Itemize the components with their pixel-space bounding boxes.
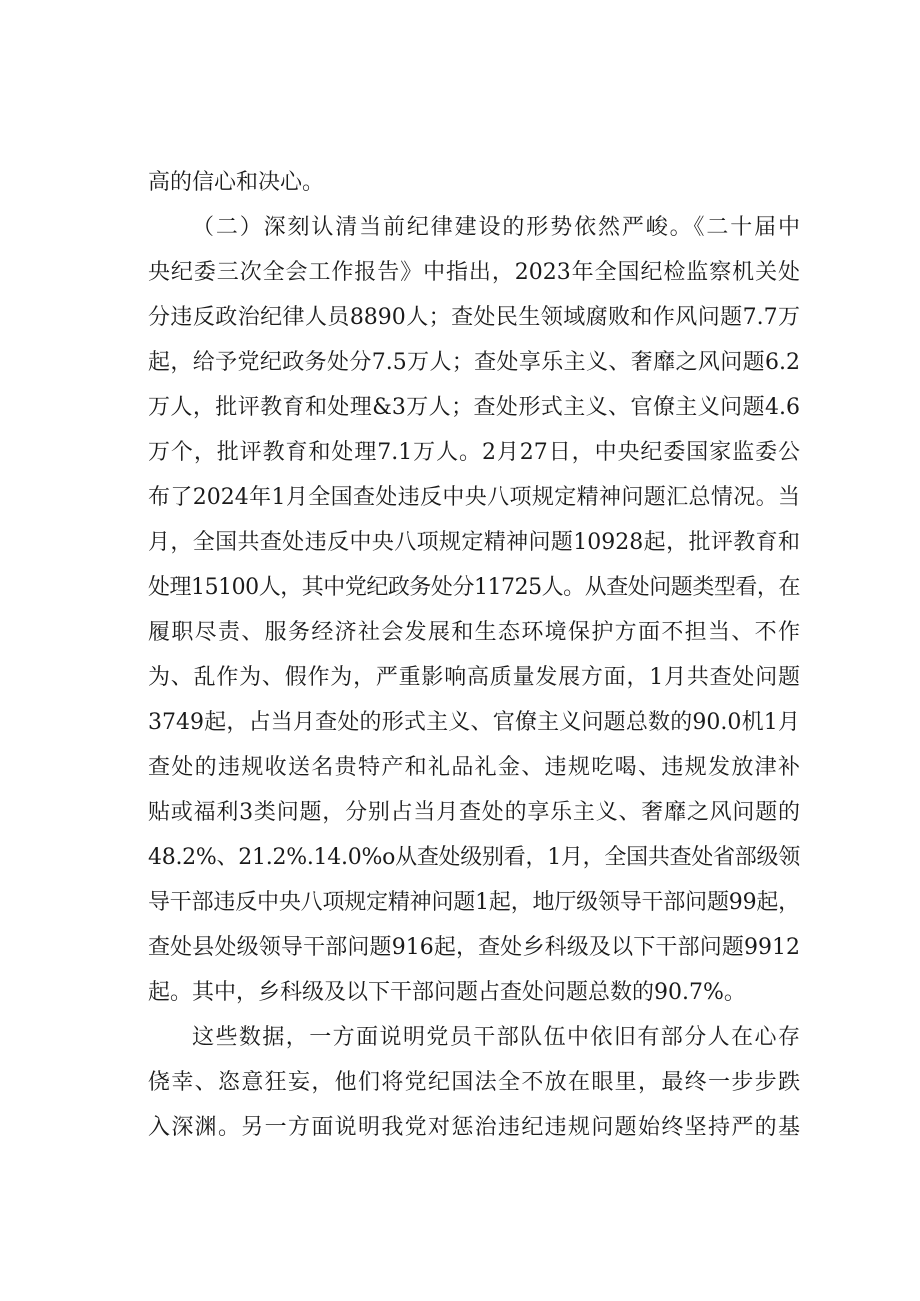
- text-line: 侥幸、恣意狂妄，他们将党纪国法全不放在眼里，最终一步步跌: [148, 1070, 800, 1095]
- text-line: 央纪委三次全会工作报告》中指出，2023年全国纪检监察机关处: [148, 260, 800, 285]
- text-line: 导干部违反中央八项规定精神问题1起，地厅级领导干部问题99起，: [148, 890, 800, 915]
- text-line: 这些数据，一方面说明党员干部队伍中依旧有部分人在心存: [192, 1025, 800, 1050]
- text-line: 起，给予党纪政务处分7.5万人；查处享乐主义、奢靡之风问题6.2: [148, 350, 800, 375]
- text-line: 入深渊。另一方面说明我党对惩治违纪违规问题始终坚持严的基: [148, 1115, 800, 1140]
- body-text: [148, 160, 800, 1150]
- text-line: 布了2024年1月全国查处违反中央八项规定精神问题汇总情况。当: [148, 485, 800, 510]
- text-line: 48.2%、21.2%.14.0%o从查处级别看，1月，全国共查处省部级领: [148, 845, 800, 870]
- text-line: 高的信心和决心。: [148, 170, 325, 195]
- text-line: 3749起，占当月查处的形式主义、官僚主义问题总数的90.0机1月: [148, 710, 800, 735]
- text-line: 贴或福利3类问题，分别占当月查处的享乐主义、奢靡之风问题的: [148, 800, 800, 825]
- text-line: 万个，批评教育和处理7.1万人。2月27日，中央纪委国家监委公: [148, 440, 800, 465]
- text-line: （二）深刻认清当前纪律建设的形势依然严峻。《二十届中: [192, 215, 800, 240]
- text-line: 履职尽责、服务经济社会发展和生态环境保护方面不担当、不作: [148, 620, 800, 645]
- text-line: 万人，批评教育和处理&3万人；查处形式主义、官僚主义问题4.6: [148, 395, 800, 420]
- text-line: 月，全国共查处违反中央八项规定精神问题10928起，批评教育和: [148, 530, 800, 555]
- text-line: 分违反政治纪律人员8890人；查处民生领域腐败和作风问题7.7万: [148, 305, 800, 330]
- text-line: 处理15100人，其中党纪政务处分11725人。从查处问题类型看，在: [148, 575, 800, 600]
- text-line: 起。其中，乡科级及以下干部问题占查处问题总数的90.7%。: [148, 980, 746, 1005]
- text-line: 为、乱作为、假作为，严重影响高质量发展方面，1月共查处问题: [148, 665, 800, 690]
- text-line: 查处的违规收送名贵特产和礼品礼金、违规吃喝、违规发放津补: [148, 755, 800, 780]
- text-line: 查处县处级领导干部问题916起，查处乡科级及以下干部问题9912: [148, 935, 800, 960]
